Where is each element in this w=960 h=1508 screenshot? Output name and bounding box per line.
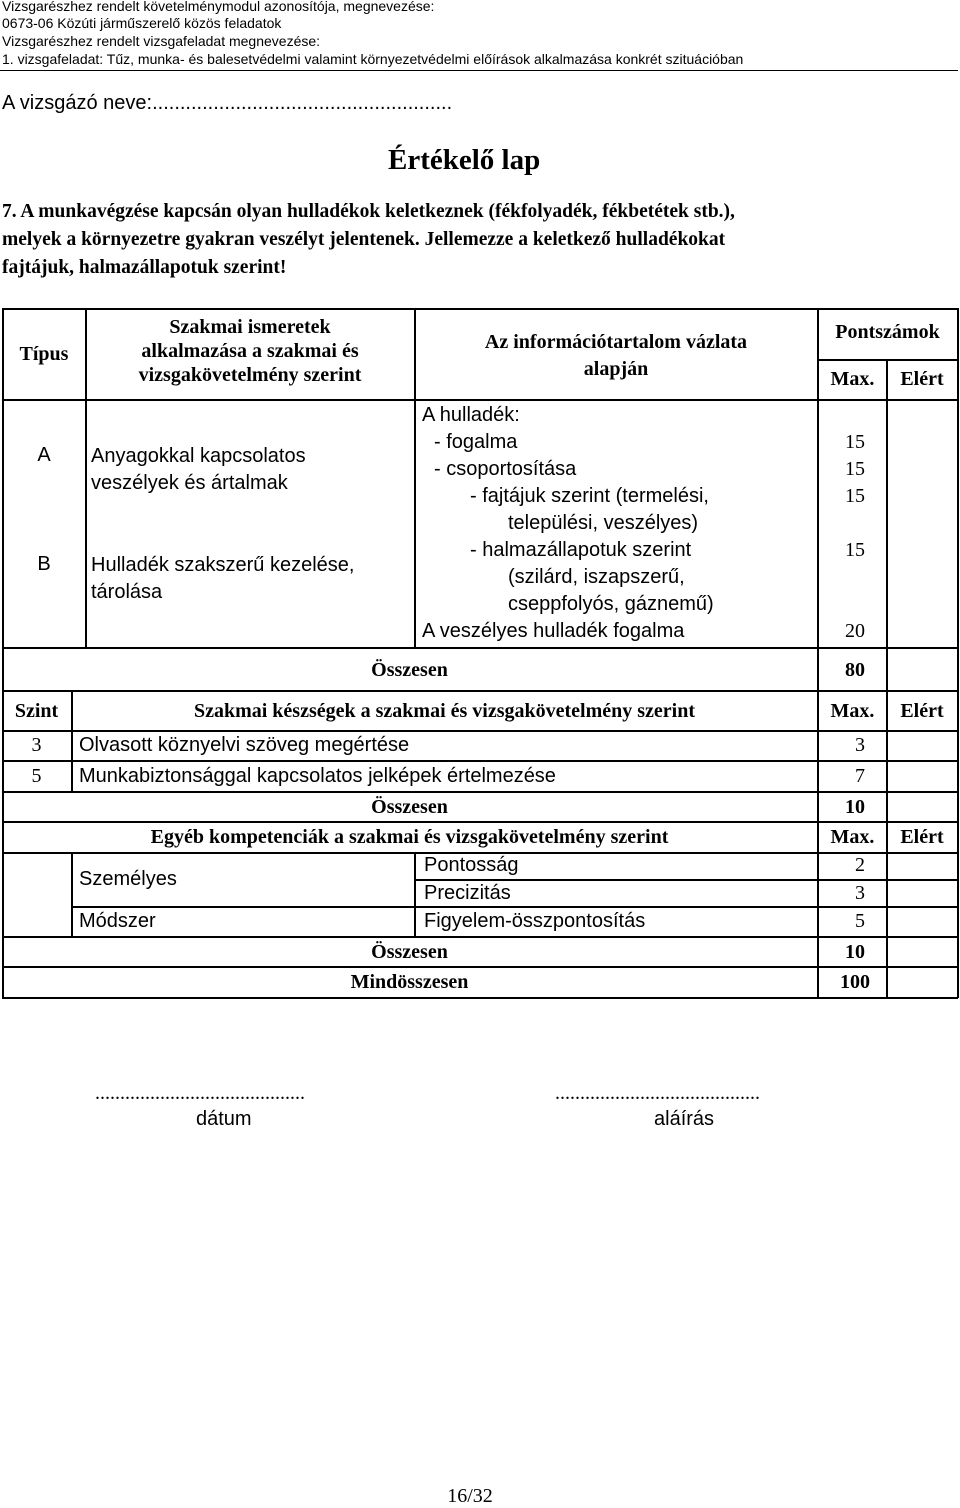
info-line: (szilárd, iszapszerű,: [508, 566, 685, 588]
skill-max: 3: [855, 734, 865, 756]
col-level-header: Szint: [14, 700, 59, 722]
info-line: települési, veszélyes): [508, 512, 699, 534]
other-total-value: 10: [845, 941, 865, 963]
table1-total-value: 80: [845, 659, 865, 681]
points-max: 20: [845, 620, 865, 642]
accuracy-max: 2: [855, 854, 865, 876]
points-max: 15: [845, 458, 865, 480]
info-line: - fajtájuk szerint (termelési,: [470, 485, 709, 507]
module-id-label: Vizsgarészhez rendelt követelménymodul azonosítója, megnevezése:: [2, 0, 435, 14]
col-skills-header: Szakmai készségek a szakmai és vizsgakövetelmény szerint: [193, 700, 696, 722]
knowledge-b: Hulladék szakszerű kezelése, tárolása: [91, 554, 355, 603]
info-line: - fogalma: [434, 431, 518, 453]
grand-total-label: Mindösszesen: [350, 971, 469, 993]
points-max: 15: [845, 485, 865, 507]
personal-label: Személyes: [79, 868, 177, 890]
col-achieved-header: Elért: [900, 368, 944, 390]
col-achieved-header: Elért: [900, 826, 944, 848]
accuracy-label: Pontosság: [424, 854, 519, 876]
other-competencies-header: Egyéb kompetenciák a szakmai és vizsgakövetelmény szerint: [150, 826, 669, 848]
module-name: 0673-06 Közúti járműszerelő közös feladatok: [2, 15, 282, 31]
examinee-name-field: A vizsgázó neve:......................................................: [2, 92, 453, 114]
task-line-1: 7. A munkavégzése kapcsán olyan hulladékok keletkeznek (fékfolyadék, fékbetétek stb.),: [2, 201, 735, 222]
col-max-header: Max.: [830, 368, 875, 390]
focus-max: 5: [855, 910, 865, 932]
col-max-header: Max.: [830, 826, 875, 848]
focus-label: Figyelem-összpontosítás: [424, 910, 646, 932]
grand-total-value: 100: [840, 971, 870, 993]
skill-name: Munkabiztonsággal kapcsolatos jelképek értelmezése: [79, 765, 556, 787]
col-type-header: Típus: [19, 343, 69, 365]
skills-total-value: 10: [845, 796, 865, 818]
signature-line: .........................................: [555, 1082, 760, 1104]
col-knowledge-header: Szakmai ismeretek alkalmazása a szakmai és vizsgakövetelmény szerint: [138, 316, 362, 386]
signature-label: aláírás: [654, 1108, 715, 1130]
exam-task-name: 1. vizsgafeladat: Tűz, munka- és balesetvédelmi valamint környezetvédelmi előírások alkalmazása konkrét szituációban: [2, 51, 744, 67]
precision-label: Precizitás: [424, 882, 511, 904]
exam-task-label: Vizsgarészhez rendelt vizsgafeladat megnevezése:: [2, 33, 321, 49]
info-line: cseppfolyós, gáznemű): [508, 593, 714, 615]
skill-level: 3: [31, 734, 42, 756]
table1-total-label: Összesen: [371, 659, 448, 681]
skill-max: 7: [855, 765, 865, 787]
col-points-header: Pontszámok: [835, 321, 940, 343]
type-b: B: [37, 553, 51, 575]
info-line: - halmazállapotuk szerint: [470, 539, 692, 561]
col-max-header: Max.: [830, 700, 875, 722]
skill-level: 5: [31, 765, 42, 787]
method-label: Módszer: [79, 910, 156, 932]
task-line-3: fajtájuk, halmazállapotuk szerint!: [2, 257, 287, 278]
date-label: dátum: [196, 1108, 252, 1130]
knowledge-a: Anyagokkal kapcsolatos veszélyek és ártalmak: [91, 445, 306, 494]
col-info-header: Az információtartalom vázlata alapján: [484, 331, 748, 380]
points-max: 15: [845, 431, 865, 453]
skills-total-label: Összesen: [371, 796, 448, 818]
info-line: - csoportosítása: [434, 458, 577, 480]
info-line: A veszélyes hulladék fogalma: [422, 620, 685, 642]
type-a: A: [37, 444, 51, 466]
date-line: ..........................................: [95, 1082, 305, 1104]
page-title: Értékelő lap: [388, 144, 541, 176]
skill-name: Olvasott köznyelvi szöveg megértése: [79, 734, 410, 756]
precision-max: 3: [855, 882, 865, 904]
points-max: 15: [845, 539, 865, 561]
task-line-2: melyek a környezetre gyakran veszélyt jelentenek. Jellemezze a keletkező hulladékokat: [2, 229, 726, 250]
page-number: 16/32: [447, 1485, 493, 1507]
header-divider: [0, 70, 958, 71]
info-line: A hulladék:: [422, 404, 520, 426]
other-total-label: Összesen: [371, 941, 448, 963]
col-achieved-header: Elért: [900, 700, 944, 722]
